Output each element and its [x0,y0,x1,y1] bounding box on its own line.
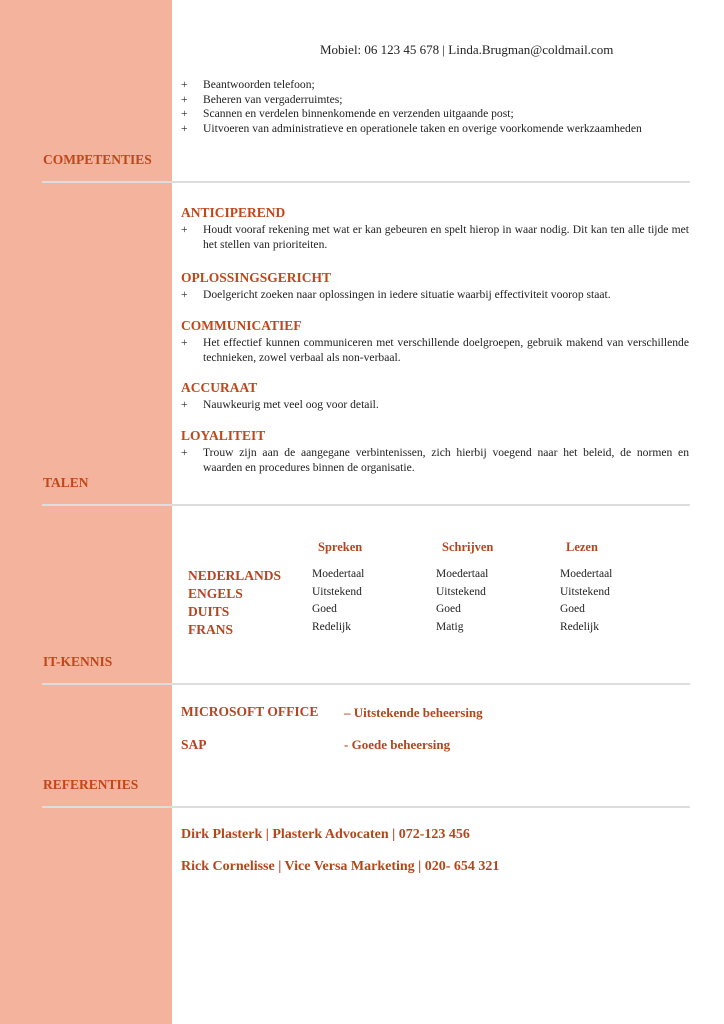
language-level: Uitstekend [436,585,486,598]
language-col-lezen [560,566,612,636]
list-item: + Nauwkeurig met veel oog voor detail. [181,398,379,411]
competency-loyaliteit [181,428,689,475]
it-skill-name: SAP [181,737,207,752]
language-col-schrijven [436,566,488,636]
competency-oplossingsgericht [181,270,689,303]
section-title-it-kennis: IT-KENNIS [43,654,113,669]
competency-anticiperend [181,205,689,252]
bullet-plus: + [181,78,188,91]
section-title-talen: TALEN [43,475,89,490]
it-skill-level: – Uitstekende beheersing [344,705,483,720]
language-level: Goed [312,603,337,615]
list-item: + Houdt vooraf rekening met wat er kan gebeuren en spelt hierop in waar nodig. Dit kan ten alle tijde met het stellen van prioriteiten. [181,223,689,251]
list-item: + Beheren van vergaderruimtes; [181,92,343,106]
language-level: Redelijk [560,620,599,633]
reference-item: Rick Cornelisse | Vice Versa Marketing | 020- 654 321 [181,859,500,874]
competency-accuraat [181,380,689,413]
list-item: + Trouw zijn aan de aangegane verbintenissen, zich hierbij voegend naar het beleid, de normen en waarden en procedures binnen de organisatie. [181,446,689,474]
language-level: Matig [436,620,464,633]
section-title-competenties: COMPETENTIES [43,152,152,167]
competency-communicatief [181,318,689,365]
language-header-schrijven: Schrijven [442,540,494,554]
bullet-plus: + [181,336,188,349]
language-names [188,567,281,639]
divider [42,181,690,183]
section-title-referenties: REFERENTIES [43,777,139,792]
contact-line: Mobiel: 06 123 45 678 | Linda.Brugman@coldmail.com [320,42,614,57]
language-level: Uitstekend [560,585,610,598]
competency-title: LOYALITEIT [181,428,266,443]
list-item: + Doelgericht zoeken naar oplossingen in iedere situatie waarbij effectiviteit voorop staat. [181,288,611,301]
it-skill-level: - Goede beheersing [344,737,451,752]
language-name: FRANS [188,622,234,637]
list-item: + Beantwoorden telefoon; [181,78,315,91]
list-item: + Het effectief kunnen communiceren met verschillende doelgroepen, gebruik makend van verschillende technieken, zowel verbaal als non-verbaal. [181,336,689,364]
divider [42,683,690,685]
language-header-lezen: Lezen [566,540,598,554]
language-level: Moedertaal [560,568,613,580]
list-item: + Uitvoeren van administratieve en operationele taken en overige voorkomende werkzaamheden [181,121,642,135]
divider [42,806,690,808]
reference-item: Dirk Plasterk | Plasterk Advocaten | 072-123 456 [181,827,470,842]
list-item: + Scannen en verdelen binnenkomende en verzenden uitgaande post; [181,107,514,120]
bullet-plus: + [181,92,188,106]
language-level: Uitstekend [312,585,362,598]
language-level: Redelijk [312,620,351,633]
competency-title: ACCURAAT [181,380,258,395]
bullet-plus: + [181,398,188,411]
competency-title: ANTICIPEREND [181,205,286,220]
language-col-spreken [312,566,364,636]
language-level: Moedertaal [312,568,365,580]
bullet-plus: + [181,446,188,459]
duties-list [181,78,689,136]
language-level: Moedertaal [436,568,489,580]
competency-title: COMMUNICATIEF [181,318,302,333]
language-header-spreken: Spreken [318,540,363,554]
language-name: DUITS [188,604,230,619]
bullet-plus: + [181,223,188,236]
competency-title: OPLOSSINGSGERICHT [181,270,332,285]
language-level: Goed [560,603,585,615]
bullet-plus: + [181,288,188,301]
language-name: ENGELS [188,586,243,601]
bullet-plus: + [181,107,188,120]
language-name: NEDERLANDS [188,568,282,583]
divider [42,504,690,506]
bullet-plus: + [181,121,188,135]
it-skill-name: MICROSOFT OFFICE [181,704,319,719]
language-level: Goed [436,603,461,615]
